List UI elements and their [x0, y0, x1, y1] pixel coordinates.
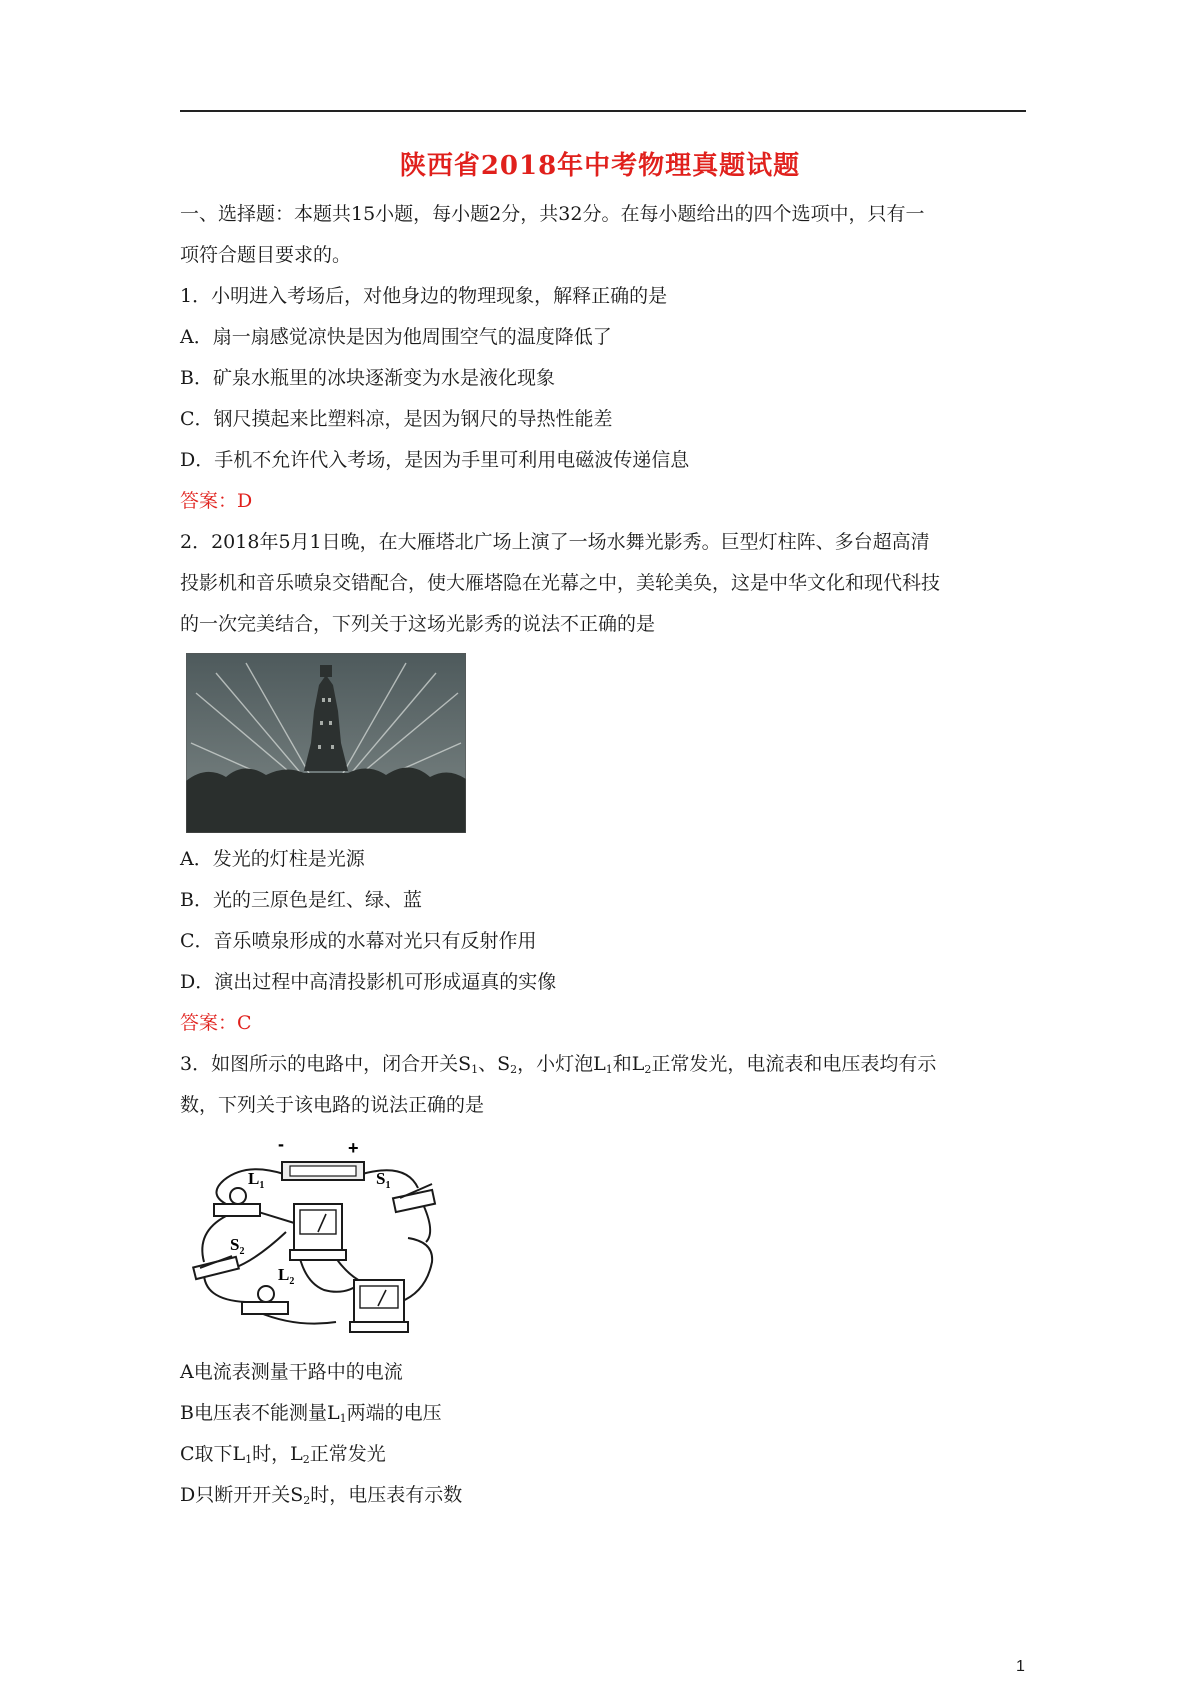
- bulb-l2-label: $L_2$: [278, 1265, 295, 1287]
- q2-option-d: D．演出过程中高清投影机可形成逼真的实像: [180, 971, 557, 993]
- q2-stem-line-2: 投影机和音乐喷泉交错配合，使大雁塔隐在光幕之中，美轮美奂，这是中华文化和现代科技: [180, 572, 941, 594]
- q3-stem-line-1: 3．如图所示的电路中，闭合开关$S_1$、$S_2$，小灯泡$L_1$和$L_2$正常发光，电流表和电压表均有示: [180, 1053, 937, 1076]
- battery-plus-label: +: [348, 1138, 359, 1158]
- page-number: 1: [1016, 1658, 1025, 1675]
- q2-option-a: A．发光的灯柱是光源: [180, 848, 365, 870]
- section-intro-line-2: 项符合题目要求的。: [180, 244, 352, 266]
- q3-option-a: A电流表测量干路中的电流: [180, 1361, 403, 1383]
- switch-s2-label: $S_2$: [230, 1235, 245, 1257]
- q3-stem-line-2: 数，下列关于该电路的说法正确的是: [180, 1094, 485, 1116]
- q1-option-a: A．扇一扇感觉凉快是因为他周围空气的温度降低了: [180, 326, 612, 348]
- q1-option-d: D．手机不允许代入考场，是因为手里可利用电磁波传递信息: [180, 449, 690, 471]
- page-title: 陕西省2018年中考物理真题试题: [399, 151, 801, 181]
- q1-stem: 1．小明进入考场后，对他身边的物理现象，解释正确的是: [180, 285, 668, 307]
- q3-option-c: C取下$L_1$时，$L_2$正常发光: [180, 1443, 386, 1466]
- q1-answer: 答案：D: [180, 490, 253, 512]
- q1-option-c: C．钢尺摸起来比塑料凉，是因为钢尺的导热性能差: [180, 408, 613, 430]
- q3-option-b: B电压表不能测量$L_1$两端的电压: [180, 1402, 442, 1425]
- q2-stem-line-3: 的一次完美结合，下列关于这场光影秀的说法不正确的是: [180, 613, 656, 635]
- header-rule: [180, 110, 1026, 112]
- battery-minus-label: -: [278, 1134, 284, 1154]
- bulb-l1-label: $L_1$: [248, 1169, 265, 1191]
- q2-option-c: C．音乐喷泉形成的水幕对光只有反射作用: [180, 930, 537, 952]
- q2-stem-line-1: 2．2018年5月1日晚，在大雁塔北广场上演了一场水舞光影秀。巨型灯柱阵、多台超高清: [180, 531, 930, 553]
- pagoda-light-show-photo: [186, 653, 466, 833]
- q2-option-b: B．光的三原色是红、绿、蓝: [180, 889, 422, 911]
- circuit-diagram: [186, 1132, 456, 1352]
- q1-option-b: B．矿泉水瓶里的冰块逐渐变为水是液化现象: [180, 367, 555, 389]
- section-intro-line-1: 一、选择题：本题共15小题，每小题2分，共32分。在每小题给出的四个选项中，只有一: [180, 203, 925, 225]
- q2-answer: 答案：C: [180, 1012, 252, 1034]
- q3-option-d: D只断开开关$S_2$时，电压表有示数: [180, 1484, 463, 1507]
- switch-s1-label: $S_1$: [376, 1169, 391, 1191]
- exam-content: [180, 194, 1026, 1516]
